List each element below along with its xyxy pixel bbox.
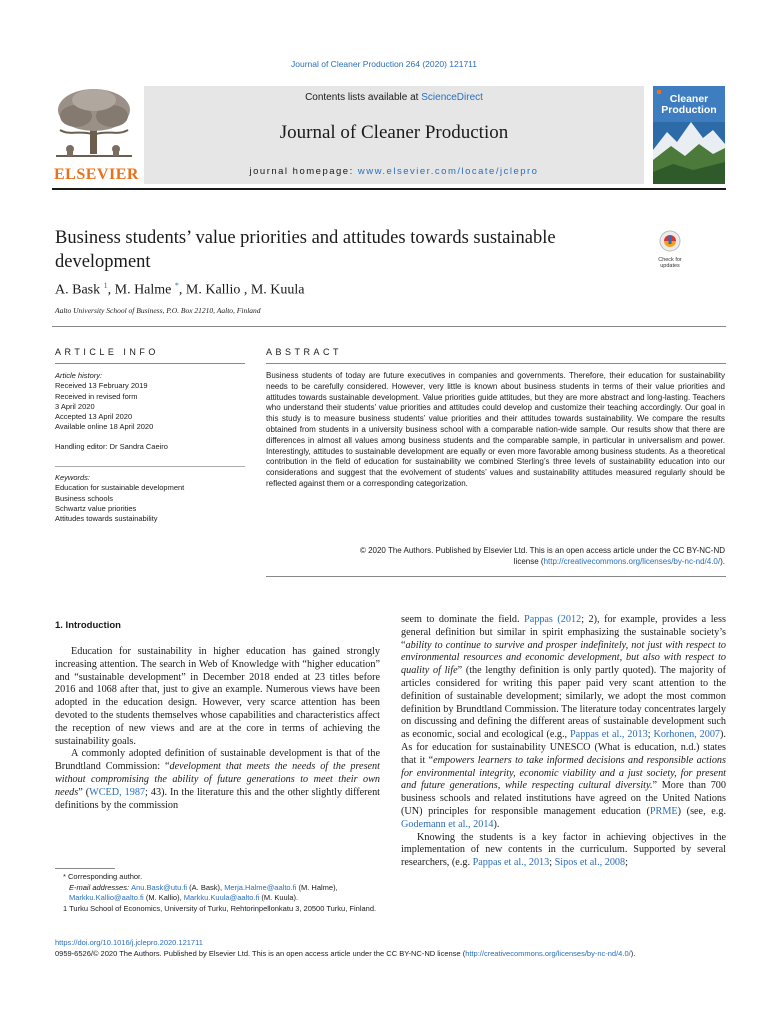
email-link[interactable]: Merja.Halme@aalto.fi [224, 882, 297, 892]
author-name[interactable]: M. Kuula [250, 282, 305, 298]
elsevier-logo[interactable] [52, 86, 139, 184]
check-updates-label-2: updates [660, 263, 680, 269]
history-item: 3 April 2020 [55, 401, 95, 411]
text-run: ” More than 700 business schools and related institutions have agreed on the United Nations (UN) principles for responsible management education ( [401, 780, 726, 817]
reference-link[interactable]: WCED, 1987 [89, 786, 146, 798]
abstract-divider [266, 363, 726, 364]
elsevier-tree-icon [52, 86, 136, 166]
author-affiliation-marker[interactable]: 1 [103, 281, 108, 290]
copyright-end: ). [630, 948, 636, 958]
author-name[interactable]: M. Halme [114, 282, 172, 298]
body-paragraph [401, 614, 726, 832]
journal-title: Journal of Cleaner Production [279, 122, 509, 143]
body-paragraph [55, 748, 380, 812]
page-footer [55, 938, 727, 959]
cover-title-line1: Cleaner [669, 93, 709, 105]
corresponding-author-marker[interactable]: * [174, 281, 179, 290]
text-run: ; [647, 729, 654, 741]
email-label: E-mail addresses: [69, 882, 132, 892]
abstract-heading: ABSTRACT [266, 347, 343, 357]
keyword-item: Attitudes towards sustainability [55, 514, 158, 524]
text-run: ” (the lengthy definition is only partly quoted). The majority of articles considered for writing this paper paid very scant attention to the definition of sustainable development; similarly, we adopt the most common definition by Brundtland Commission. The literature today concentrates largely on discussing and defining the different areas of sustainable development such as economic, social and ecological (e.g., [401, 665, 726, 741]
quote-text: empowers learners to take informed decisions and responsible actions for environmental integrity, economic viability and a just society, for present and future generations, while respecting cultural diversity. [401, 754, 726, 792]
quote-text: development that meets the needs of the present without compromising the ability of future generations to meet their own needs [55, 761, 380, 798]
sciencedirect-link[interactable]: ScienceDirect [421, 92, 483, 103]
reference-link[interactable]: Pappas et al., 2013 [570, 729, 648, 741]
email-link[interactable]: Markku.Kuula@aalto.fi [183, 893, 260, 902]
text-run: Knowing the students is a key factor in achieving objectives in the implementation of new contents in the curriculum. Supported by several researchers, (e.g. [401, 831, 726, 869]
body-paragraph: Education for sustainability in higher education has gained strongly increasing attention. The search in Web of Knowledge with “higher education” and “sustainable development” in December 2018 ended at 23 titles before 2016 and 1068 after that, just to give an example. Numerous views have been adopted in the education design. However, very scarce attention has been devoted to the students themselves whose capabilities and characteristics affect the reception of new views and are at the core in terms of achieving the sustainability goals. [55, 646, 380, 747]
keywords-label: Keywords: [55, 473, 91, 482]
journal-citation[interactable]: Journal of Cleaner Production 264 (2020) 121711 [290, 59, 478, 69]
article-title-line1: Business students’ value priorities and attitudes towards sustainable [55, 228, 556, 248]
homepage-prefix: journal homepage: [249, 166, 358, 177]
email-addresses [55, 883, 380, 904]
email-owner: (A. Bask), [187, 882, 225, 892]
author-affiliation: Aalto University School of Business, P.O. Box 21210, Aalto, Finland [55, 306, 261, 315]
text-run: ; [549, 857, 555, 869]
text-run: ). [493, 818, 500, 830]
journal-cover[interactable] [653, 86, 725, 184]
check-for-updates-button[interactable] [653, 230, 687, 269]
author-name[interactable]: A. Bask [55, 282, 101, 298]
history-item: Received in revised form [55, 391, 138, 401]
footer-license-link[interactable]: http://creativecommons.org/licenses/by-nc-nd/4.0/ [465, 948, 631, 958]
keywords-divider [55, 466, 245, 467]
reference-link[interactable]: Korhonen, 2007 [653, 729, 721, 741]
text-run: ). As for education for sustainability UNESCO (What is education, n.d.) states that it “ [401, 729, 726, 766]
reference-link[interactable]: Pappas (2012 [524, 614, 582, 625]
license-text: © 2020 The Authors. Published by Elsevier Ltd. This is an open access article under the CC BY-NC-ND [359, 546, 725, 555]
affiliation-divider [52, 326, 726, 327]
body-paragraph [401, 832, 726, 870]
email-link[interactable]: Anu.Bask@utu.fi [131, 882, 188, 892]
keyword-item: Business schools [55, 493, 113, 503]
text-run: ” ( [78, 786, 90, 798]
keywords [55, 473, 245, 524]
email-owner: (M. Kallio), [143, 893, 184, 902]
license-line-2 [266, 556, 725, 567]
doi-link[interactable]: https://doi.org/10.1016/j.jclepro.2020.121711 [55, 938, 203, 947]
copyright-text: 0959-6526/© 2020 The Authors. Published by Elsevier Ltd. This is an open access article under the CC BY-NC-ND license ( [55, 948, 466, 958]
body-column-left [55, 646, 380, 812]
journal-header [52, 86, 726, 186]
journal-homepage-link[interactable]: www.elsevier.com/locate/jclepro [357, 166, 539, 177]
history-label: Article history: [55, 371, 103, 380]
homepage-line [144, 166, 644, 177]
history-item: Accepted 13 April 2020 [55, 412, 133, 422]
text-run: ; [625, 857, 628, 869]
affiliation-footnote: 1 Turku School of Economics, University of Turku, Rehtorinpellonkatu 3, 20500 Turku, Finland. [63, 903, 377, 913]
keyword-item: Schwartz value priorities [55, 503, 137, 513]
article-title-line2: development [55, 252, 151, 272]
history-item: Available online 18 April 2020 [55, 422, 154, 432]
text-run: ) (see, e.g. [677, 805, 726, 817]
reference-link[interactable]: Sipos et al., 2008 [554, 857, 626, 869]
check-for-updates-icon [659, 230, 681, 252]
license-close: ). [720, 557, 725, 566]
reference-link[interactable]: Godemann et al., 2014 [401, 818, 494, 830]
reference-link[interactable]: PRME [649, 805, 678, 817]
text-run: A commonly adopted definition of sustainable development is that of the Brundtland Commission: “ [55, 748, 380, 773]
email-owner: (M. Kuula). [259, 893, 299, 902]
article-title [55, 226, 645, 274]
cover-title-line2: Production [661, 104, 717, 116]
article-info-divider [55, 363, 245, 364]
text-run: seem to dominate the field. [401, 614, 525, 625]
handling-editor: Handling editor: Dr Sandra Caeiro [55, 441, 168, 451]
text-run: ; 43). In the literature this and the other slightly different definitions by the commission [55, 786, 380, 811]
journal-banner [144, 86, 644, 184]
article-info-heading: ARTICLE INFO [55, 347, 159, 357]
footnotes [55, 872, 380, 914]
contents-prefix: Contents lists available at [305, 92, 422, 103]
quote-text: ability to continue to survive and prosper indefinitely, not just with respect to environmental resources and economic development, but also with respect to quality of life [401, 639, 726, 677]
elsevier-wordmark: ELSEVIER [54, 166, 139, 183]
author-list: A. Bask $^1$, M. Halme *, M. Kallio , M. Kuula [55, 281, 305, 298]
reference-link[interactable]: Pappas et al., 2013 [472, 857, 550, 869]
abstract-text: Business students of today are future executives in companies and governments. Therefore, their education for sustainability needs to be carefully considered. However, very little is known about business students in terms of their value priorities and attitudes towards sustainable development. Value priorities guide attitudes, but they are more abstract and long-lasting. Teachers who understand their students’ value priorities and attitudes could develop and customize their teaching accordingly. Our goal in this study is to measure business students’ value priorities and their attitudes towards sustainability. We compare the results obtained from students in a university business school with a comparable nation-wide sample. Our results show that there are differences in almost all values among business students and the comparable sample, in particular in universalism and power. Interestingly, attitudes to sustainable development are equally or even more favorable among business students. As a theoretical contribution in the field of education for sustainability we combined Sterling’s three levels of sustainability education into our considerations and suggest that the evolvement of students’ values and sustainability attitudes measured regularly should be reflected against them or a corresponding categorization. [266, 371, 725, 488]
email-link[interactable]: Markku.Kallio@aalto.fi [69, 893, 144, 902]
text-run: ; 2), for example, provides a less general definition but similar in spirit emphasizing the sustainable society’s “ [401, 614, 726, 651]
contents-line [144, 92, 644, 103]
article-history [55, 371, 245, 452]
license-link[interactable]: http://creativecommons.org/licenses/by-nc-nd/4.0/ [543, 557, 721, 566]
author-name[interactable]: M. Kallio [185, 282, 241, 298]
abstract-bottom-divider [266, 576, 726, 577]
header-divider [52, 188, 726, 190]
abstract-license [266, 545, 725, 567]
body-column-right [401, 614, 726, 870]
keyword-item: Education for sustainable development [55, 483, 185, 493]
footnote-divider [55, 868, 115, 869]
email-owner: (M. Halme), [296, 882, 338, 892]
check-updates-label-1: Check for [658, 257, 682, 263]
copyright-line [55, 949, 727, 960]
history-item: Received 13 February 2019 [55, 381, 148, 391]
corresponding-author-note: * Corresponding author. [63, 872, 143, 881]
license-open: license ( [513, 557, 544, 566]
section-heading-introduction: 1. Introduction [55, 620, 121, 631]
cover-title [653, 94, 725, 116]
